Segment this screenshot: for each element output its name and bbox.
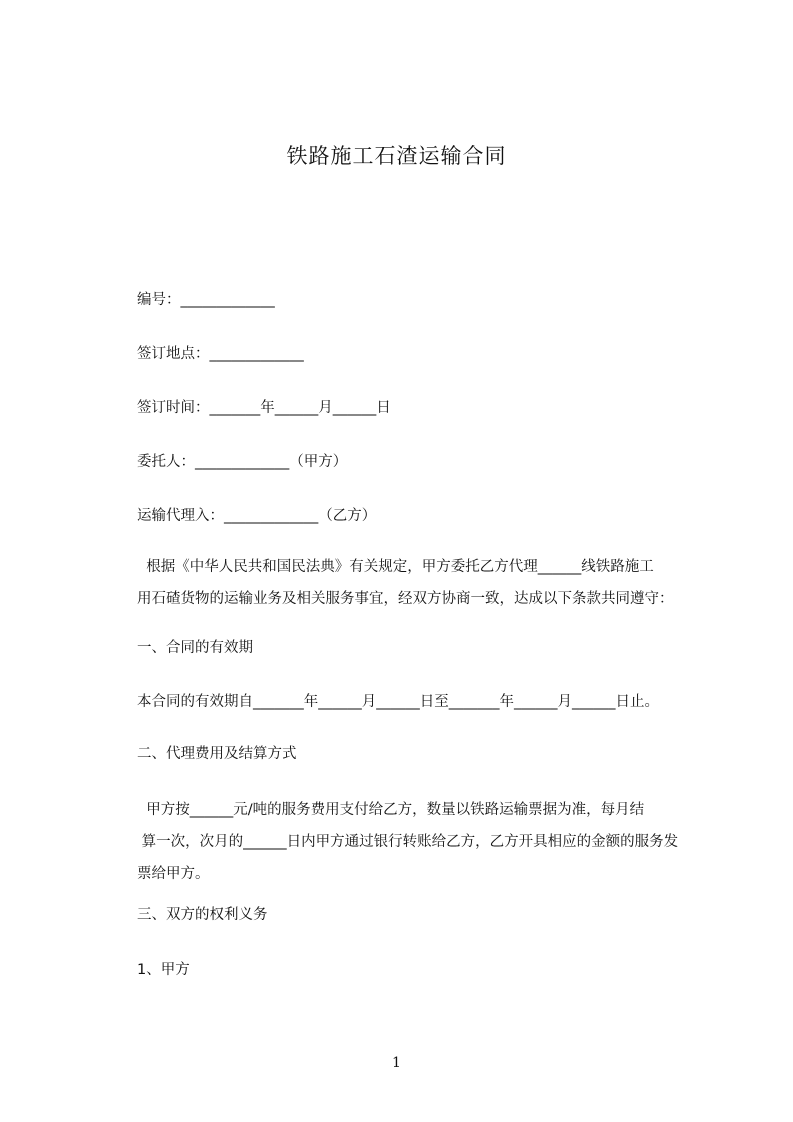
section-3-sub-1: 1、甲方: [137, 962, 190, 978]
intro-paragraph: 根据《中华人民共和国民法典》有关规定，甲方委托乙方代理______线铁路施工 用石碴货物的运输业务及相关服务事宜，经双方协商一致，达成以下条款共同遵守：: [137, 559, 674, 607]
contract-number-field: 编号：_____________: [137, 292, 275, 308]
section-1-text: 本合同的有效期自_______年______月______日至_______年______月______日止。: [137, 694, 659, 710]
section-3-heading: 三、双方的权利义务: [137, 907, 268, 923]
section-2-text: 甲方按______元/吨的服务费用支付给乙方，数量以铁路运输票据为准，每月结 算一次，次月的______日内甲方通过银行转账给乙方，乙方开具相应的金额的服务发 票给甲方。: [137, 802, 679, 882]
page-number: 1: [392, 1055, 401, 1071]
section-2-heading: 二、代理费用及结算方式: [137, 746, 297, 762]
signing-date-field: 签订时间：_______年______月______日: [137, 400, 391, 416]
section-1-heading: 一、合同的有效期: [137, 640, 253, 656]
principal-field: 委托人：_____________（甲方）: [137, 454, 348, 470]
agent-field: 运输代理入：_____________（乙方）: [137, 508, 377, 524]
document-title: 铁路施工石渣运输合同: [286, 144, 507, 168]
signing-place-field: 签订地点：_____________: [137, 346, 304, 362]
